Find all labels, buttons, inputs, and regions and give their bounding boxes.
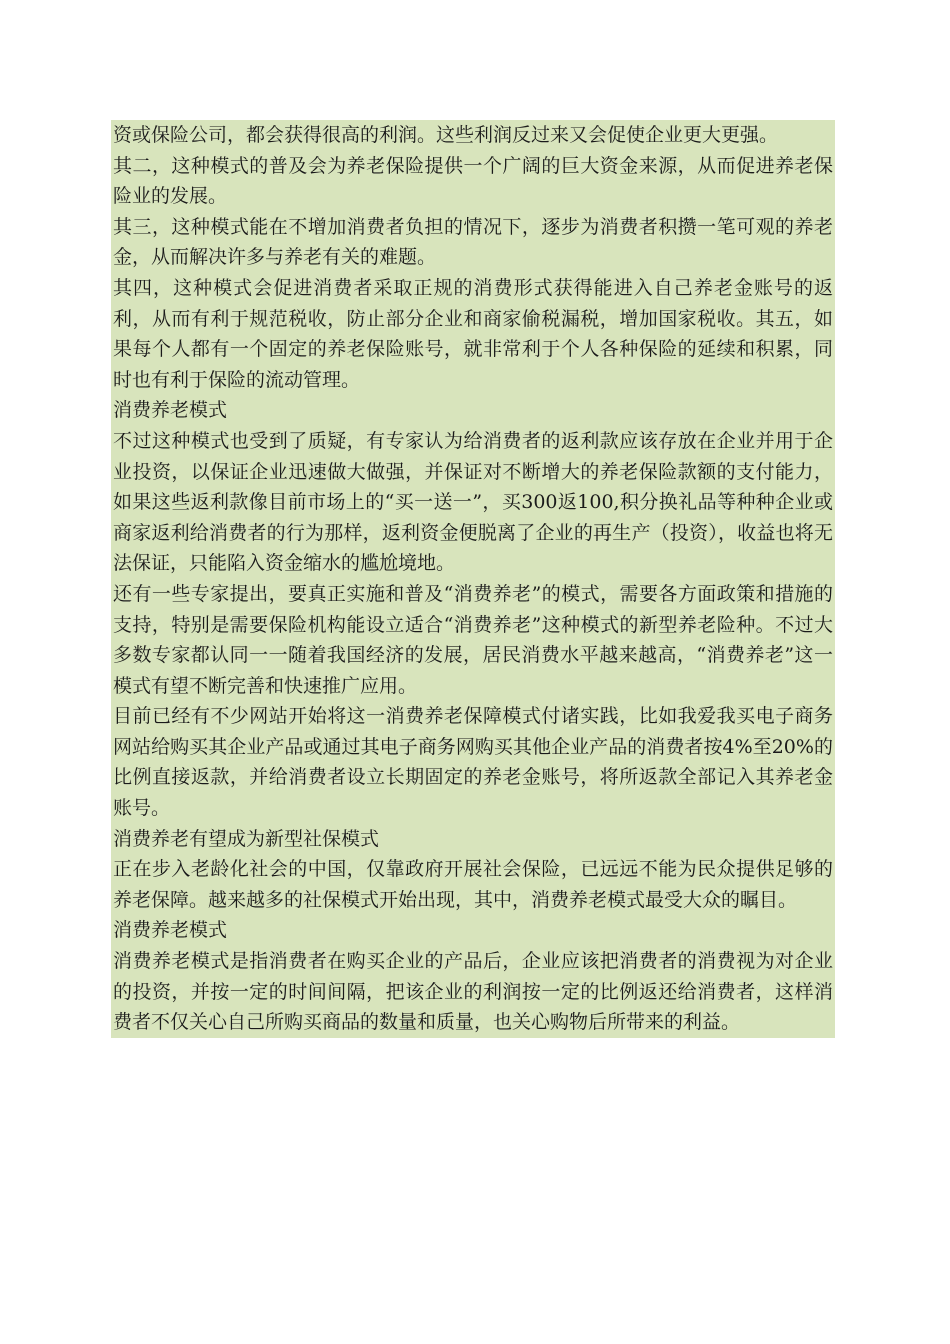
section-heading: 消费养老有望成为新型社保模式: [113, 827, 380, 850]
section-heading: 消费养老模式: [113, 399, 228, 422]
highlighted-text-block: [111, 120, 835, 1038]
body-paragraph: 资或保险公司，都会获得很高的利润。这些利润反过来又会促使企业更大更强。: [113, 124, 779, 146]
body-paragraph: 目前已经有不少网站开始将这一消费养老保障模式付诸实践，比如我爱我买电子商务网站给购买其企业产品或通过其电子商务网购买其他企业产品的消费者按4%至20%的比例直接返款，并给消费者设立长期固定的养老金账号，将所返款全部记入其养老金账号。: [113, 705, 833, 820]
body-paragraph: 消费养老模式是指消费者在购买企业的产品后，企业应该把消费者的消费视为对企业的投资，并按一定的时间间隔，把该企业的利润按一定的比例返还给消费者，这样消费者不仅关心自己所购买商品的数量和质量，也关心购物后所带来的利益。: [113, 950, 833, 1034]
body-paragraph: 其四，这种模式会促进消费者采取正规的消费形式获得能进入自己养老金账号的返利，从而有利于规范税收，防止部分企业和商家偷税漏税，增加国家税收。其五，如果每个人都有一个固定的养老保险账号，就非常利于个人各种保险的延续和积累，同时也有利于保险的流动管理。: [113, 276, 833, 391]
body-paragraph: 其三，这种模式能在不增加消费者负担的情况下，逐步为消费者积攒一笔可观的养老金，从而解决许多与养老有关的难题。: [113, 215, 833, 269]
body-paragraph: 正在步入老龄化社会的中国，仅靠政府开展社会保险，已远远不能为民众提供足够的养老保障。越来越多的社保模式开始出现，其中，消费养老模式最受大众的瞩目。: [113, 858, 833, 911]
body-paragraph: 不过这种模式也受到了质疑，有专家认为给消费者的返利款应该存放在企业并用于企业投资，以保证企业迅速做大做强，并保证对不断增大的养老保险款额的支付能力，如果这些返利款像目前市场上的“买一送一”，买300返100,积分换礼品等种种企业或商家返利给消费者的行为那样，返利资金便脱离了企业的再生产（投资），收益也将无法保证，只能陷入资金缩水的尴尬境地。: [113, 429, 833, 575]
section-heading: 消费养老模式: [113, 919, 228, 942]
body-paragraph: 其二，这种模式的普及会为养老保险提供一个广阔的巨大资金来源，从而促进养老保险业的发展。: [113, 154, 833, 208]
body-paragraph: 还有一些专家提出，要真正实施和普及“消费养老”的模式，需要各方面政策和措施的支持，特别是需要保险机构能设立适合“消费养老”这种模式的新型养老险种。不过大多数专家都认同一一随着我国经济的发展，居民消费水平越来越高，“消费养老”这一模式有望不断完善和快速推广应用。: [113, 582, 833, 697]
